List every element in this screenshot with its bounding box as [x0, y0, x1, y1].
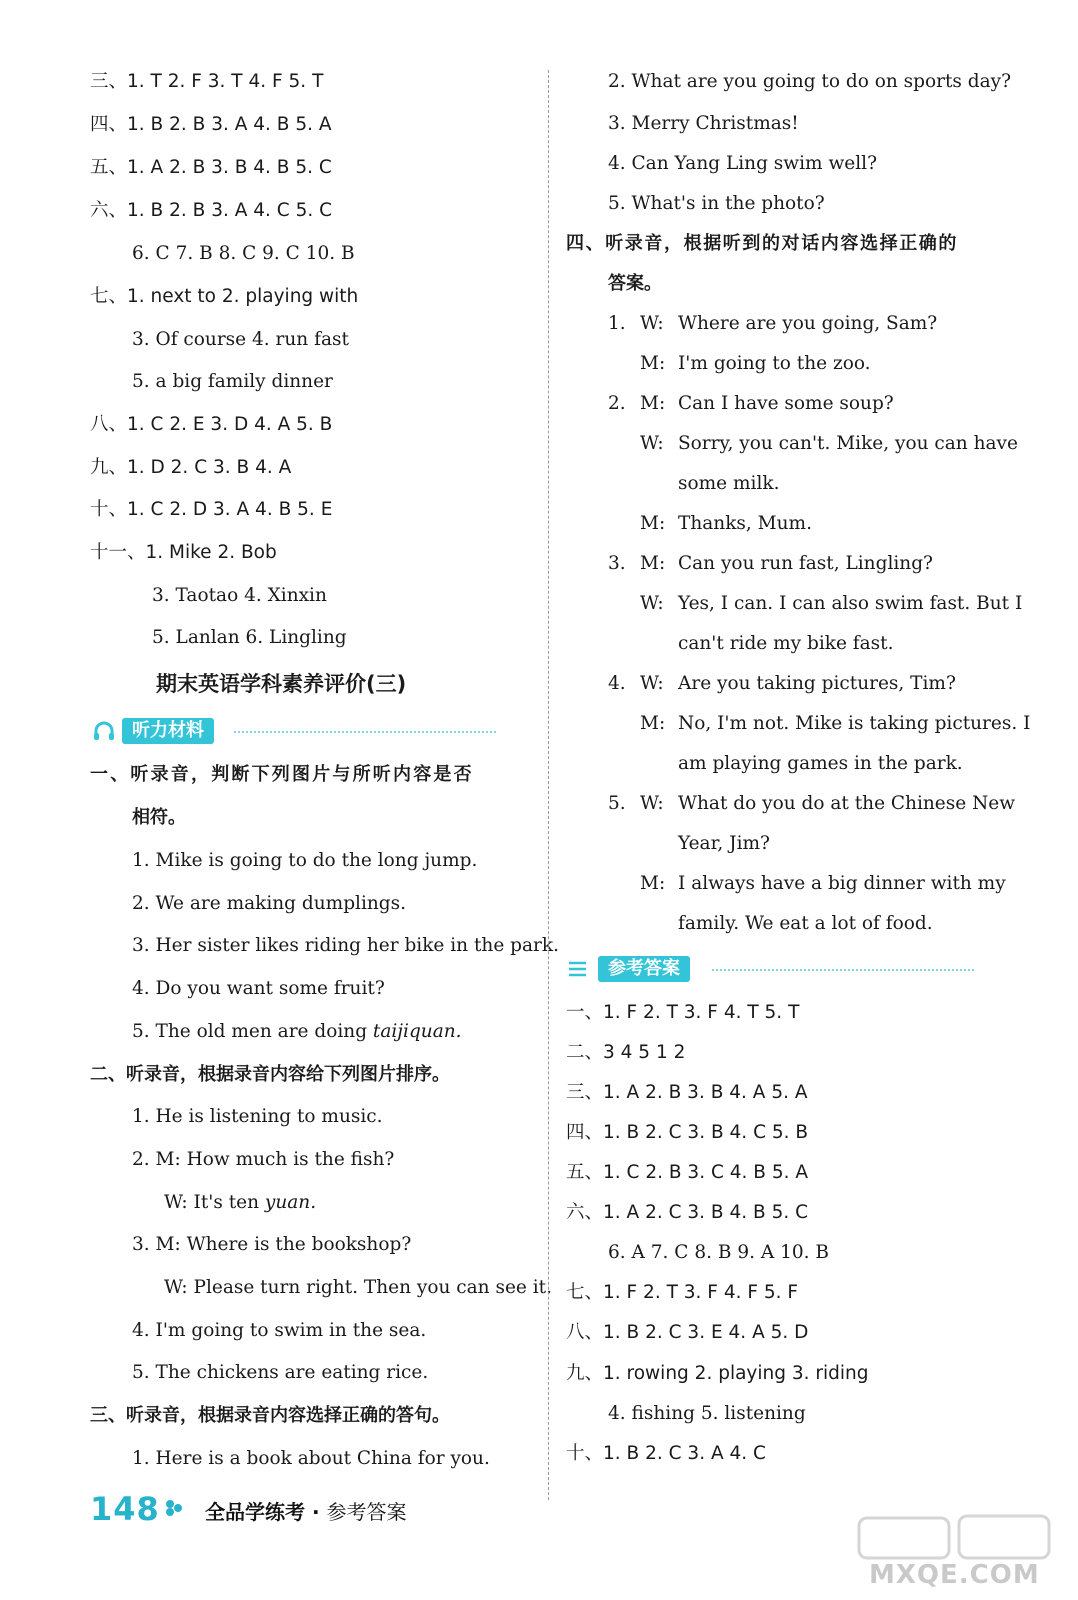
speaker-label: M: — [640, 393, 666, 414]
dialog-number: 4. — [608, 673, 626, 694]
answer-line: 十、1. B 2. C 3. A 4. C — [566, 1443, 766, 1464]
transcript-line: 3. Her sister likes riding her bike in the park. — [132, 935, 559, 956]
listening-material-tag: 听力材料 — [122, 718, 214, 744]
answer-line: 二、3 4 5 1 2 — [566, 1042, 686, 1063]
speaker-label: W: — [640, 593, 664, 614]
speaker-label: M: — [640, 873, 666, 894]
dialog-line — [608, 552, 933, 576]
transcript-line: 2. What are you going to do on sports day? — [608, 71, 1012, 92]
answer-line: 七、1. next to 2. playing with — [90, 286, 359, 307]
answer-line: 四、1. B 2. B 3. A 4. B 5. A — [90, 114, 332, 135]
dialog-line — [608, 472, 779, 496]
answer-line: 六、1. A 2. C 3. B 4. B 5. C — [566, 1202, 809, 1223]
tag-divider — [234, 731, 496, 733]
dialog-text: some milk. — [678, 473, 780, 494]
transcript-line: 4. Can Yang Ling swim well? — [608, 153, 877, 174]
dialog-text: am playing games in the park. — [678, 753, 963, 774]
dialog-number: 3. — [608, 553, 626, 574]
answer-icon — [566, 957, 590, 981]
dialog-text: I'm going to the zoo. — [678, 353, 871, 374]
answer-line: 八、1. C 2. E 3. D 4. A 5. B — [90, 414, 333, 435]
transcript-line: 3. M: Where is the bookshop? — [132, 1234, 412, 1255]
dialog-text: can't ride my bike fast. — [678, 633, 894, 654]
dialog-text: Yes, I can. I can also swim fast. But I — [678, 593, 1023, 614]
speaker-label: M: — [640, 353, 666, 374]
transcript-line — [164, 1191, 316, 1215]
dialog-text: Sorry, you can't. Mike, you can have — [678, 433, 1018, 454]
dialog-text: Year, Jim? — [678, 833, 770, 854]
page-number: 148 — [90, 1490, 160, 1528]
dialog-line — [608, 312, 937, 336]
dialog-text: No, I'm not. Mike is taking pictures. I — [678, 713, 1031, 734]
dialog-text: Are you taking pictures, Tim? — [678, 673, 956, 694]
reference-answer-tag: 参考答案 — [598, 956, 690, 982]
answer-line: 一、1. F 2. T 3. F 4. T 5. T — [566, 1002, 800, 1023]
question-title: 四、听录音，根据听到的对话内容选择正确的 — [566, 233, 958, 254]
answer-line: 四、1. B 2. C 3. B 4. C 5. B — [566, 1122, 809, 1143]
transcript-line: 2. M: How much is the fish? — [132, 1149, 395, 1170]
dialog-text: Can I have some soup? — [678, 393, 894, 414]
dialog-line — [608, 712, 1030, 736]
question-title: 二、听录音，根据录音内容给下列图片排序。 — [90, 1064, 450, 1085]
watermark — [839, 1512, 1064, 1592]
speaker-label: W: — [640, 313, 664, 334]
dialog-line — [608, 392, 894, 416]
question-title: 三、听录音，根据录音内容选择正确的答句。 — [90, 1405, 450, 1426]
dialog-line — [608, 352, 871, 376]
answer-line: 十一、1. Mike 2. Bob — [90, 542, 277, 563]
dialog-line — [608, 792, 1015, 816]
transcript-line: 1. Here is a book about China for you. — [132, 1448, 490, 1469]
speaker-label: W: — [640, 793, 664, 814]
dialog-line — [608, 592, 1022, 616]
footer-subtitle: 参考答案 — [326, 1500, 407, 1524]
speaker-label: W: — [640, 673, 664, 694]
footer-arrow-icon — [163, 1497, 185, 1519]
answer-line: 六、1. B 2. B 3. A 4. C 5. C — [90, 200, 333, 221]
dialog-line — [608, 912, 933, 936]
transcript-line: 5. The chickens are eating rice. — [132, 1362, 429, 1383]
answer-line: 3. Taotao 4. Xinxin — [152, 585, 327, 606]
italic-term: taijiquan. — [372, 1021, 462, 1042]
speaker-label: M: — [640, 713, 666, 734]
answer-line: 九、1. rowing 2. playing 3. riding — [566, 1363, 869, 1384]
transcript-text: W: It's ten — [164, 1192, 265, 1213]
dialog-line — [608, 752, 963, 776]
dialog-text: What do you do at the Chinese New — [678, 793, 1016, 814]
answer-line: 十、1. C 2. D 3. A 4. B 5. E — [90, 499, 333, 520]
dialog-text: I always have a big dinner with my — [678, 873, 1006, 894]
answer-line: 6. C 7. B 8. C 9. C 10. B — [132, 243, 355, 264]
answer-line: 6. A 7. C 8. B 9. A 10. B — [608, 1242, 830, 1263]
speaker-label: M: — [640, 553, 666, 574]
answer-line: 三、1. A 2. B 3. B 4. A 5. A — [566, 1082, 808, 1103]
answer-line: 五、1. C 2. B 3. C 4. B 5. A — [566, 1162, 809, 1183]
answer-line: 九、1. D 2. C 3. B 4. A — [90, 457, 292, 478]
footer-title — [205, 1496, 407, 1525]
transcript-line: W: Please turn right. Then you can see it. — [164, 1277, 552, 1298]
transcript-line: 1. Mike is going to do the long jump. — [132, 850, 478, 871]
dialog-text: Thanks, Mum. — [678, 513, 812, 534]
tag-divider — [712, 969, 974, 971]
dialog-text: family. We eat a lot of food. — [678, 913, 933, 934]
dialog-line — [608, 672, 956, 696]
answer-line: 4. fishing 5. listening — [608, 1403, 806, 1424]
transcript-line: 3. Merry Christmas! — [608, 113, 799, 134]
transcript-line: 1. He is listening to music. — [132, 1106, 383, 1127]
transcript-line: 2. We are making dumplings. — [132, 893, 407, 914]
answer-line: 八、1. B 2. C 3. E 4. A 5. D — [566, 1322, 809, 1343]
footer-separator: · — [311, 1500, 320, 1524]
dialog-line — [608, 872, 1006, 896]
dialog-line — [608, 632, 894, 656]
transcript-line: 4. Do you want some fruit? — [132, 978, 385, 999]
answer-line: 5. Lanlan 6. Lingling — [152, 627, 347, 648]
answer-line: 七、1. F 2. T 3. F 4. F 5. F — [566, 1282, 799, 1303]
dialog-number: 1. — [608, 313, 626, 334]
speaker-label: M: — [640, 513, 666, 534]
transcript-text: 5. The old men are doing — [132, 1021, 373, 1042]
dialog-number: 5. — [608, 793, 626, 814]
answer-line: 3. Of course 4. run fast — [132, 329, 349, 350]
dialog-text: Can you run fast, Lingling? — [678, 553, 933, 574]
question-title: 答案。 — [608, 273, 662, 294]
headphones-icon — [92, 719, 116, 743]
question-title: 相符。 — [132, 807, 186, 828]
watermark-text: MXQE.COM — [869, 1560, 1040, 1590]
transcript-line — [132, 1020, 462, 1044]
question-title: 一、听录音，判断下列图片与所听内容是否 — [90, 764, 474, 785]
answer-line: 三、1. T 2. F 3. T 4. F 5. T — [90, 71, 324, 92]
dialog-line — [608, 432, 1018, 456]
speaker-label: W: — [640, 433, 664, 454]
book-title: 全品学练考 — [205, 1500, 305, 1524]
dialog-text: Where are you going, Sam? — [678, 313, 938, 334]
italic-term: yuan. — [264, 1192, 317, 1213]
answer-line: 5. a big family dinner — [132, 371, 333, 392]
dialog-line — [608, 832, 770, 856]
section-title: 期末英语学科素养评价(三) — [156, 672, 407, 696]
transcript-line: 5. What's in the photo? — [608, 193, 825, 214]
answer-line: 五、1. A 2. B 3. B 4. B 5. C — [90, 157, 332, 178]
dialog-line — [608, 512, 812, 536]
column-divider — [548, 70, 549, 1500]
dialog-number: 2. — [608, 393, 626, 414]
transcript-line: 4. I'm going to swim in the sea. — [132, 1320, 427, 1341]
